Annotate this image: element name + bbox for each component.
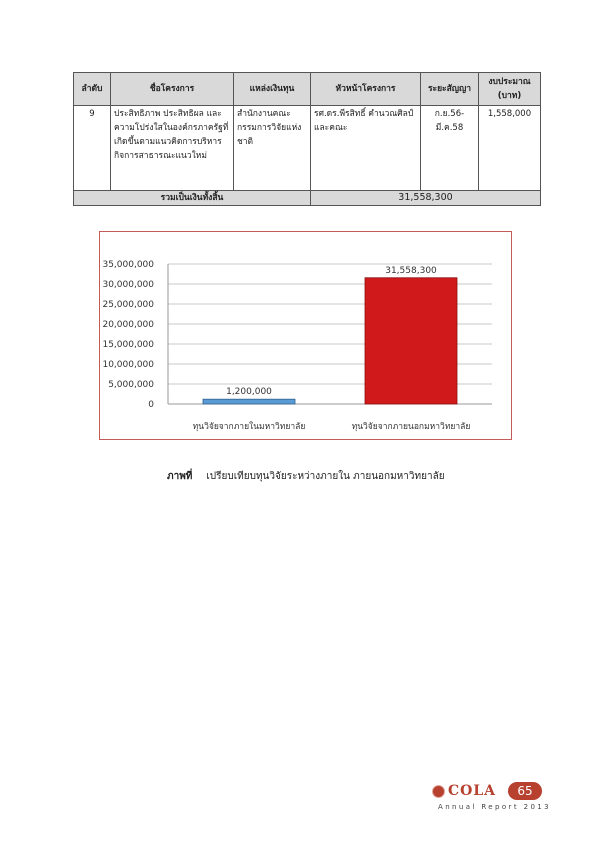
page-footer bbox=[432, 781, 552, 817]
y-tick-label: 15,000,000 bbox=[102, 340, 154, 350]
page-number: 65 bbox=[508, 782, 542, 800]
y-tick-label: 25,000,000 bbox=[102, 300, 154, 310]
header-no: ลำดับ bbox=[74, 73, 111, 106]
logo-text: COLA bbox=[448, 783, 497, 799]
data-label: 1,200,000 bbox=[226, 387, 272, 398]
x-tick-label: ทุนวิจัยจากภายในมหาวิทยาลัย bbox=[192, 422, 306, 432]
data-label: 31,558,300 bbox=[385, 265, 437, 276]
bar-chart bbox=[99, 231, 512, 440]
emblem-icon bbox=[432, 785, 445, 798]
y-tick-label: 10,000,000 bbox=[102, 360, 154, 370]
header-period: ระยะสัญญา bbox=[421, 73, 479, 106]
total-label: รวมเป็นเงินทั้งสิ้น bbox=[74, 191, 311, 206]
cell-source: สำนักงานคณะกรรมการวิจัยแห่งชาติ bbox=[234, 106, 311, 191]
y-tick-label: 35,000,000 bbox=[102, 260, 154, 270]
cell-period: ก.ย.56-มี.ค.58 bbox=[421, 106, 479, 191]
y-tick-label: 30,000,000 bbox=[102, 280, 154, 290]
cola-logo bbox=[432, 781, 496, 801]
x-tick-label: ทุนวิจัยจากภายนอกมหาวิทยาลัย bbox=[351, 422, 471, 432]
header-leader: หัวหน้าโครงการ bbox=[311, 73, 421, 106]
total-value: 31,558,300 bbox=[311, 191, 541, 206]
header-source: แหล่งเงินทุน bbox=[234, 73, 311, 106]
header-project: ชื่อโครงการ bbox=[111, 73, 234, 106]
cell-budget: 1,558,000 bbox=[479, 106, 541, 191]
figure-caption bbox=[167, 469, 445, 484]
header-budget: งบประมาณ (บาท) bbox=[479, 73, 541, 106]
cell-no: 9 bbox=[74, 106, 111, 191]
caption-label: ภาพที่ bbox=[167, 471, 193, 482]
y-tick-label: 0 bbox=[148, 400, 154, 410]
bar bbox=[365, 278, 457, 404]
cell-project: ประสิทธิภาพ ประสิทธิผล และความโปร่งใสในองค์กรภาครัฐที่เกิดขึ้นตามแนวคิดการบริหารกิจการสาธารณะแนวใหม่ bbox=[111, 106, 234, 191]
total-row bbox=[74, 191, 541, 206]
y-tick-label: 20,000,000 bbox=[102, 320, 154, 330]
caption-text: เปรียบเทียบทุนวิจัยระหว่างภายใน ภายนอกมหาวิทยาลัย bbox=[206, 471, 445, 482]
project-table bbox=[73, 72, 541, 206]
table-header-row bbox=[74, 73, 541, 106]
cell-leader: รศ.ดร.พีรสิทธิ์ คำนวณศิลป์ และคณะ bbox=[311, 106, 421, 191]
bar bbox=[203, 399, 295, 404]
y-tick-label: 5,000,000 bbox=[108, 380, 154, 390]
chart-canvas bbox=[100, 232, 510, 438]
annual-report-label: Annual Report 2013 bbox=[438, 803, 552, 811]
table-row bbox=[74, 106, 541, 191]
